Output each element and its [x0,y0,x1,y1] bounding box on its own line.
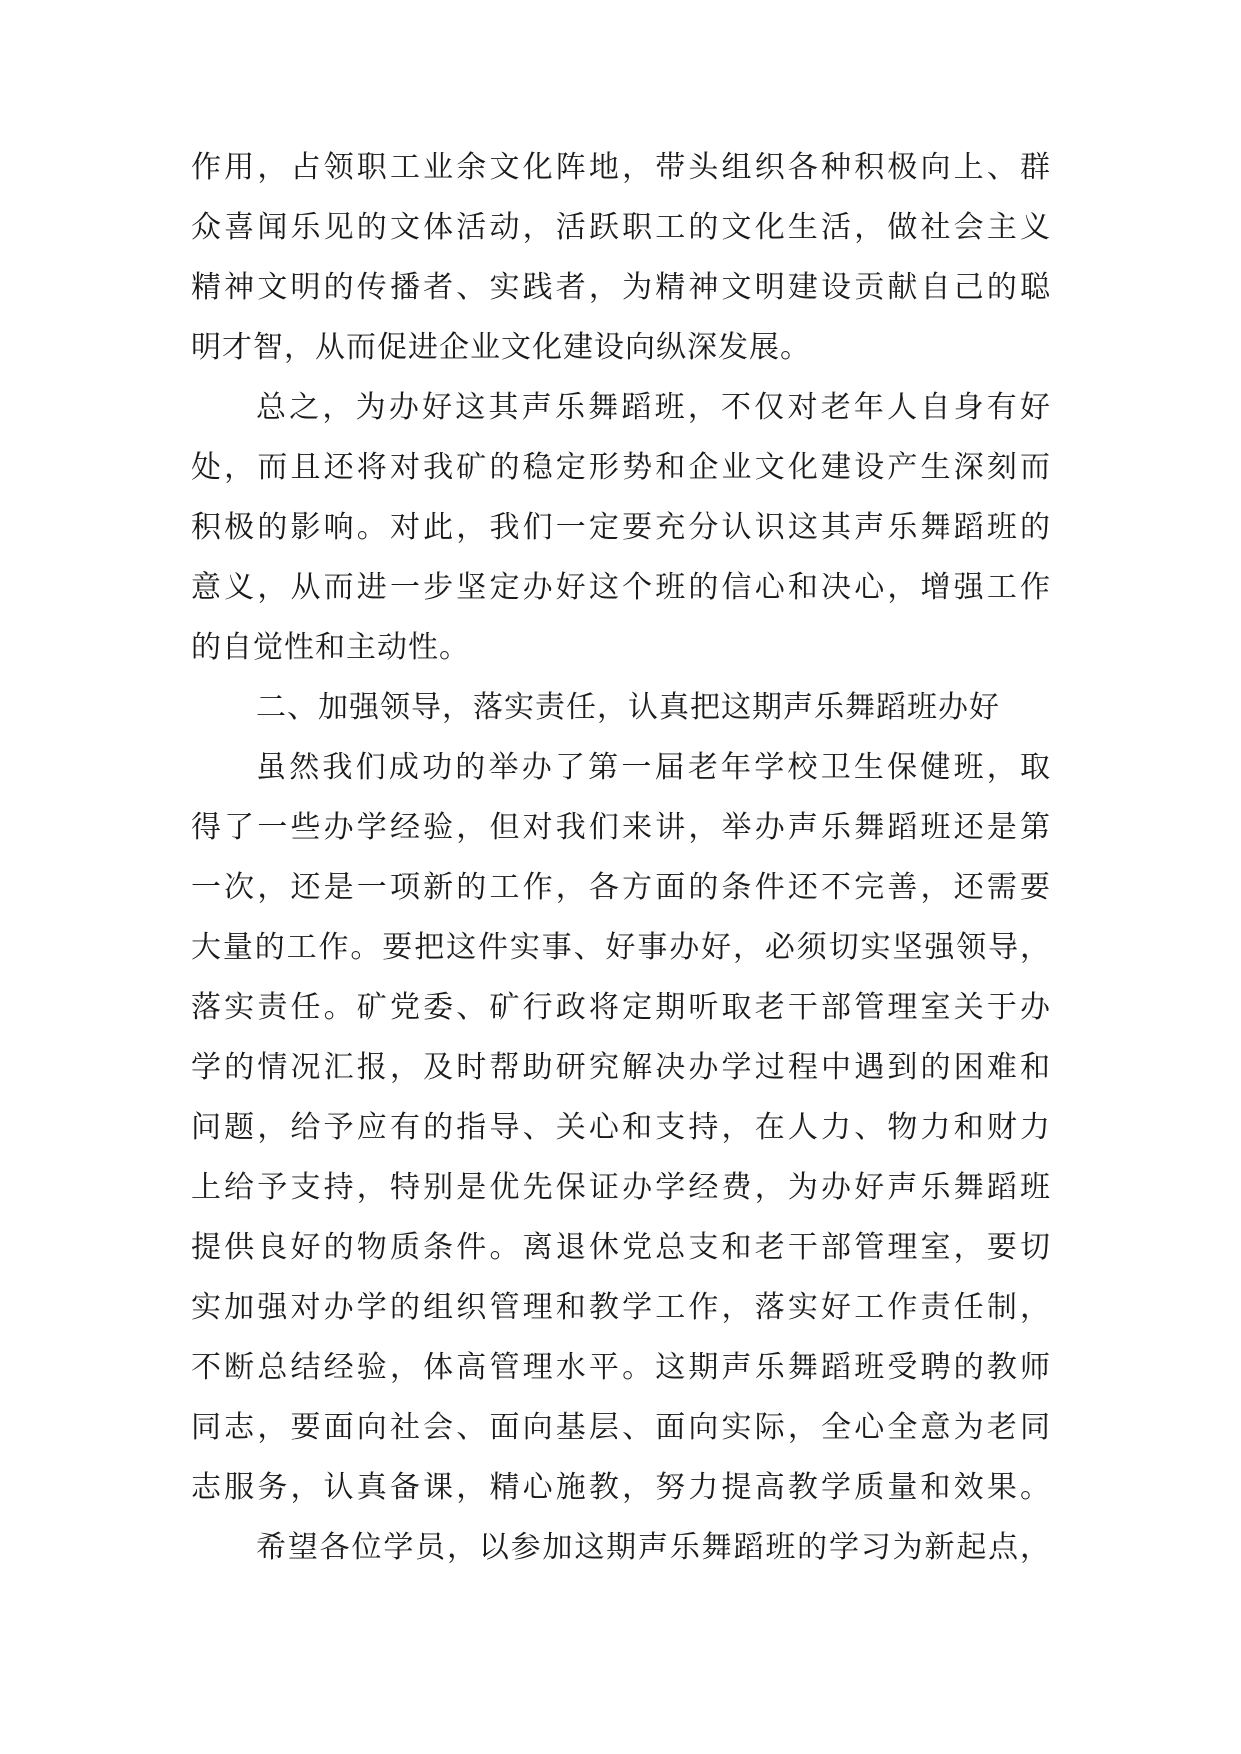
body-text-line: 提供良好的物质条件。离退休党总支和老干部管理室，要切 [191,1230,1051,1265]
body-text-line: 处，而且还将对我矿的稳定形势和企业文化建设产生深刻而 [191,450,1051,485]
section-heading: 二、加强领导，落实责任，认真把这期声乐舞蹈班办好 [256,690,1000,725]
body-text-line: 问题，给予应有的指导、关心和支持，在人力、物力和财力 [191,1110,1051,1145]
body-text-line: 同志，要面向社会、面向基层、面向实际，全心全意为老同 [191,1410,1051,1445]
body-text-line: 明才智，从而促进企业文化建设向纵深发展。 [191,330,811,365]
body-text-line: 不断总结经验，体高管理水平。这期声乐舞蹈班受聘的教师 [191,1350,1051,1385]
body-text-line: 学的情况汇报，及时帮助研究解决办学过程中遇到的困难和 [191,1050,1051,1085]
paragraph-first-line: 虽然我们成功的举办了第一届老年学校卫生保健班，取 [256,750,1051,785]
paragraph-first-line: 总之，为办好这其声乐舞蹈班，不仅对老年人自身有好 [256,390,1051,425]
body-text-line: 得了一些办学经验，但对我们来讲，举办声乐舞蹈班还是第 [191,810,1051,845]
body-text-line: 精神文明的传播者、实践者，为精神文明建设贡献自己的聪 [191,270,1051,305]
body-text-line: 大量的工作。要把这件实事、好事办好，必须切实坚强领导， [191,930,1051,965]
paragraph-first-line: 希望各位学员，以参加这期声乐舞蹈班的学习为新起点， [256,1530,1051,1565]
body-text-line: 意义，从而进一步坚定办好这个班的信心和决心，增强工作 [191,570,1051,605]
body-text-line: 众喜闻乐见的文体活动，活跃职工的文化生活，做社会主义 [191,210,1051,245]
body-text-line: 实加强对办学的组织管理和教学工作，落实好工作责任制， [191,1290,1051,1325]
body-text-line: 志服务，认真备课，精心施教，努力提高教学质量和效果。 [191,1470,1051,1505]
body-text-line: 一次，还是一项新的工作，各方面的条件还不完善，还需要 [191,870,1051,905]
body-text-line: 落实责任。矿党委、矿行政将定期听取老干部管理室关于办 [191,990,1051,1025]
body-text-line: 的自觉性和主动性。 [191,630,470,665]
body-text-line: 作用，占领职工业余文化阵地，带头组织各种积极向上、群 [191,150,1051,185]
body-text-line: 积极的影响。对此，我们一定要充分认识这其声乐舞蹈班的 [191,510,1051,545]
body-text-line: 上给予支持，特别是优先保证办学经费，为办好声乐舞蹈班 [191,1170,1051,1205]
